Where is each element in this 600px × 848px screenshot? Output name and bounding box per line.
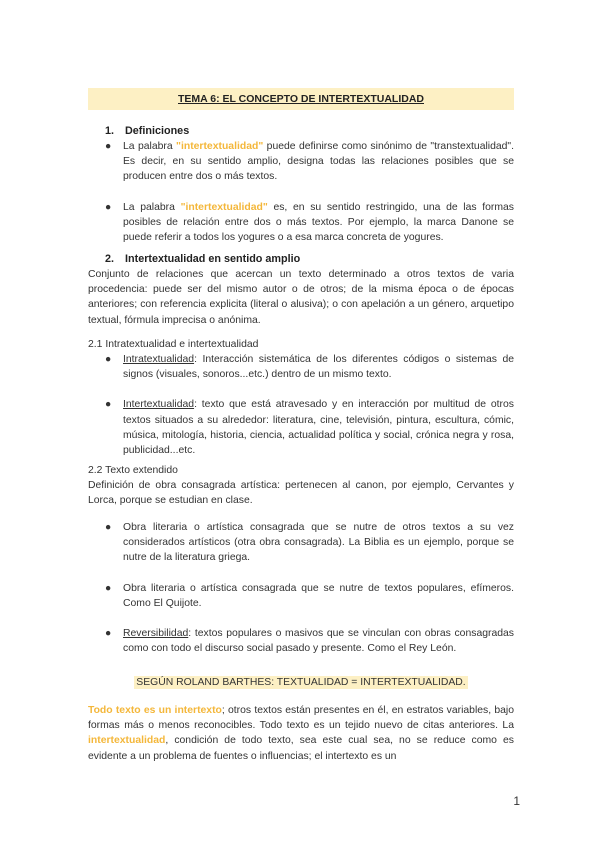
- barthes-paragraph: [88, 703, 514, 764]
- highlighted-term: intertextualidad: [88, 735, 166, 747]
- section-1-heading: [88, 124, 514, 139]
- text: , condición de todo texto, sea este cual sea, no se reduce como es evidente a un problema de fuentes o influencias; el intertexto es un: [88, 735, 514, 762]
- section-2-title: Intertextualidad en sentido amplio: [125, 253, 301, 265]
- page-title: TEMA 6: EL CONCEPTO DE INTERTEXTUALIDAD: [88, 88, 514, 110]
- section-1-number: 1.: [105, 125, 115, 137]
- list-item: [88, 397, 514, 458]
- section-2-number: 2.: [105, 253, 115, 265]
- bullet-icon: ●: [105, 141, 112, 152]
- text: Obra literaria o artística consagrada que se nutre de otros textos a su vez considerados artísticos (otra obra consagrada). La Biblia es un ejemplo, porque se nutre de la literatura griega.: [123, 522, 514, 564]
- bullet-icon: ●: [105, 354, 112, 365]
- term: Intertextualidad: [123, 399, 195, 411]
- highlighted-term: Todo texto es un intertexto: [88, 705, 222, 716]
- term: Intratextualidad: [123, 354, 195, 365]
- list-item: [88, 520, 514, 566]
- section-1-title: Definiciones: [125, 125, 190, 137]
- text: La palabra: [123, 141, 177, 152]
- term: Reversibilidad: [123, 628, 189, 640]
- highlighted-term: "intertextualidad": [176, 141, 264, 152]
- barthes-heading: SEGÚN ROLAND BARTHES: TEXTUALIDAD = INTERTEXTUALIDAD.: [136, 677, 466, 688]
- text: puede definirse como sinónimo de "transtextualidad". Es decir, en su sentido amplio, designa todas las relaciones posibles que se producen entre dos o más textos.: [123, 141, 514, 183]
- bullet-icon: ●: [105, 628, 112, 640]
- text: ; otros textos están presentes en él, en estratos variables, bajo formas más o menos reconocibles. Todo texto es un tejido nuevo de citas anteriores. La: [88, 705, 514, 732]
- section-2-heading: [88, 252, 514, 267]
- bullet-icon: ●: [105, 201, 112, 213]
- section-1-list: [88, 139, 514, 245]
- section-2-1-list: [88, 352, 514, 458]
- bullet-icon: ●: [105, 582, 112, 594]
- section-2-2-paragraph: Definición de obra consagrada artística: pertenecen al canon, por ejemplo, Cervantes y Lorca, porque se estudian en clase.: [88, 480, 514, 507]
- text: : textos populares o masivos que se vinculan con obras consagradas como con todo el discurso social pasado y presente. Como el Rey León.: [123, 628, 514, 655]
- list-item: [88, 626, 514, 656]
- bullet-icon: ●: [105, 399, 112, 411]
- section-2-2-list: [88, 520, 514, 656]
- list-item: [88, 200, 514, 246]
- text: Obra literaria o artística consagrada que se nutre de textos populares, efímeros. Como El Quijote.: [123, 582, 514, 609]
- text: : Interacción sistemática de los diferentes códigos o sistemas de signos (visuales, sonoros...etc.) dentro de un mismo texto.: [123, 354, 514, 381]
- text: : texto que está atravesado y en interacción por multitud de otros textos situados a su alrededor: literatura, cine, televisión, pintura, escultura, cómic, música, mitología, historia, ciencia, actualidad política y social, crónica negra y rosa, publicidad...etc.: [123, 399, 514, 457]
- highlighted-term: "intertextualidad": [180, 201, 268, 213]
- text: es, en su sentido restringido, una de las formas posibles de relación entre dos o más textos. Por ejemplo, la marca Danone se puede referir a todos los yogures o a esa marca concreta de yogures.: [123, 201, 515, 244]
- barthes-heading-row: [88, 675, 514, 690]
- list-item: [88, 352, 514, 382]
- section-2-2-heading: 2.2 Texto extendido: [88, 465, 178, 476]
- text: La palabra: [123, 201, 181, 213]
- section-2-paragraph: Conjunto de relaciones que acercan un texto determinado a otros textos de varia procedencia: puede ser del mismo autor o de otros; de la misma época o de épocas anteriores; con referencia explicita (literal o alusiva); o con apelación a un género, arquetipo textual, fórmula imprecisa o anónima.: [88, 269, 514, 326]
- list-item: [88, 139, 514, 185]
- bullet-icon: ●: [105, 522, 112, 533]
- page-number: 1: [513, 794, 520, 808]
- section-2-1-heading: 2.1 Intratextualidad e intertextualidad: [88, 339, 259, 350]
- list-item: [88, 581, 514, 611]
